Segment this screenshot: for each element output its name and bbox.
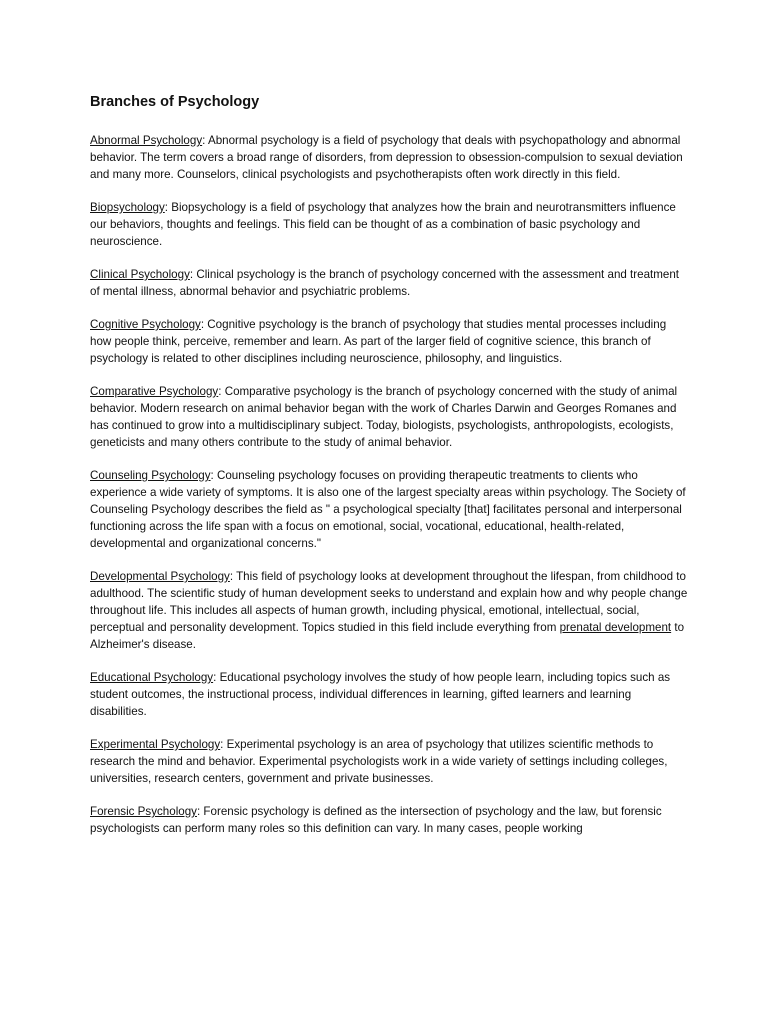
term-definition: Experimental psychology is an area of psychology that utilizes scientific methods to research the mind and behavior. Experimental psychologists work in a wide variety of settings including colleges, universities, research centers, government and private businesses. bbox=[90, 738, 668, 785]
term-label: Counseling Psychology bbox=[90, 469, 211, 482]
term-definition: Educational psychology involves the study of how people learn, including topics such as student outcomes, the instructional process, individual differences in learning, gifted learners and learning disabilities. bbox=[90, 671, 671, 718]
term-label: Comparative Psychology bbox=[90, 385, 219, 398]
page-title: Branches of Psychology bbox=[90, 94, 260, 110]
entry-abnormal-psychology: Abnormal Psychology: Abnormal psychology is a field of psychology that deals with psychopathology and abnormal behavior. The term covers a broad range of disorders, from depression to obsession-compulsion to sexual deviation and many more. Counselors, clinical psychologists and psychotherapists often work directly in this field. bbox=[90, 134, 683, 181]
term-definition-end: to Alzheimer's disease. bbox=[90, 621, 685, 651]
term-label: Developmental Psychology bbox=[90, 570, 230, 583]
term-definition: This field of psychology looks at development throughout the lifespan, from childhood to adulthood. The scientific study of human development seeks to understand and explain how and why people change throughout life. This includes all aspects of human growth, including physical, emotional, intellectual, social, perceptual and personality development. Topics studied in this field include everything from bbox=[90, 570, 688, 634]
term-label: Forensic Psychology bbox=[90, 805, 197, 818]
entry-biopsychology: Biopsychology: Biopsychology is a field of psychology that analyzes how the brain and neurotransmitters influence our behaviors, thoughts and feelings. This field can be thought of as a combination of basic psychology and neuroscience. bbox=[90, 201, 676, 248]
term-label: Biopsychology bbox=[90, 201, 165, 214]
term-definition: Counseling psychology focuses on providing therapeutic treatments to clients who experience a wide variety of symptoms. It is also one of the largest specialty areas within psychology. The Society of Counseling Psychology describes the field as " a psychological specialty [that] facilitates personal and interpersonal functioning across the life span with a focus on emotional, social, vocational, educational, health-related, developmental and organizational concerns." bbox=[90, 469, 686, 550]
term-definition: Clinical psychology is the branch of psychology concerned with the assessment and treatment of mental illness, abnormal behavior and psychiatric problems. bbox=[90, 268, 680, 298]
term-label: Cognitive Psychology bbox=[90, 318, 201, 331]
term-definition: Cognitive psychology is the branch of psychology that studies mental processes including how people think, perceive, remember and learn. As part of the larger field of cognitive science, this branch of psychology is related to other disciplines including neuroscience, philosophy, and linguistics. bbox=[90, 318, 667, 365]
term-label: Educational Psychology bbox=[90, 671, 214, 684]
entry-cognitive-psychology: Cognitive Psychology: Cognitive psychology is the branch of psychology that studies mental processes including how people think, perceive, remember and learn. As part of the larger field of cognitive science, this branch of psychology is related to other disciplines including neuroscience, philosophy, and linguistics. bbox=[90, 318, 667, 365]
entry-clinical-psychology: Clinical Psychology: Clinical psychology is the branch of psychology concerned with the assessment and treatment of mental illness, abnormal behavior and psychiatric problems. bbox=[90, 268, 680, 298]
term-label: Experimental Psychology bbox=[90, 738, 221, 751]
entry-forensic-psychology: Forensic Psychology: Forensic psychology is defined as the intersection of psychology and the law, but forensic psychologists can perform many roles so this definition can vary. In many cases, people working bbox=[90, 805, 662, 835]
term-label: Clinical Psychology bbox=[90, 268, 190, 281]
term-definition: Biopsychology is a field of psychology that analyzes how the brain and neurotransmitters influence our behaviors, thoughts and feelings. This field can be thought of as a combination of basic psychology and neuroscience. bbox=[90, 201, 676, 248]
term-definition: Forensic psychology is defined as the intersection of psychology and the law, but forensic psychologists can perform many roles so this definition can vary. In many cases, people working bbox=[90, 805, 662, 835]
term-definition: Abnormal psychology is a field of psychology that deals with psychopathology and abnormal behavior. The term covers a broad range of disorders, from depression to obsession-compulsion to sexual deviation and many more. Counselors, clinical psychologists and psychotherapists often work directly in this field. bbox=[90, 134, 683, 181]
term-definition: Comparative psychology is the branch of psychology concerned with the study of animal behavior. Modern research on animal behavior began with the work of Charles Darwin and Georges Romanes and has continued to grow into a multidisciplinary subject. Today, biologists, psychologists, anthropologists, ecologists, geneticists and many others contribute to the study of animal behavior. bbox=[90, 385, 678, 449]
entry-developmental-psychology: Developmental Psychology: This field of psychology looks at development throughout the lifespan, from childhood to adulthood. The scientific study of human development seeks to understand and explain how and why people change throughout life. This includes all aspects of human growth, including physical, emotional, intellectual, social, perceptual and personality development. Topics studied in this field include everything from prenatal development to Alzheimer's disease. bbox=[90, 570, 688, 651]
entry-comparative-psychology: Comparative Psychology: Comparative psychology is the branch of psychology concerned with the study of animal behavior. Modern research on animal behavior began with the work of Charles Darwin and Georges Romanes and has continued to grow into a multidisciplinary subject. Today, biologists, psychologists, anthropologists, ecologists, geneticists and many others contribute to the study of animal behavior. bbox=[90, 385, 678, 449]
entry-educational-psychology: Educational Psychology: Educational psychology involves the study of how people learn, including topics such as student outcomes, the instructional process, individual differences in learning, gifted learners and learning disabilities. bbox=[90, 671, 671, 718]
entry-experimental-psychology: Experimental Psychology: Experimental psychology is an area of psychology that utilizes scientific methods to research the mind and behavior. Experimental psychologists work in a wide variety of settings including colleges, universities, research centers, government and private businesses. bbox=[90, 738, 668, 785]
prenatal-development-link[interactable]: prenatal development bbox=[559, 621, 672, 634]
entry-counseling-psychology: Counseling Psychology: Counseling psychology focuses on providing therapeutic treatments to clients who experience a wide variety of symptoms. It is also one of the largest specialty areas within psychology. The Society of Counseling Psychology describes the field as " a psychological specialty [that] facilitates personal and interpersonal functioning across the life span with a focus on emotional, social, vocational, educational, health-related, developmental and organizational concerns." bbox=[90, 469, 686, 550]
term-label: Abnormal Psychology bbox=[90, 134, 203, 147]
